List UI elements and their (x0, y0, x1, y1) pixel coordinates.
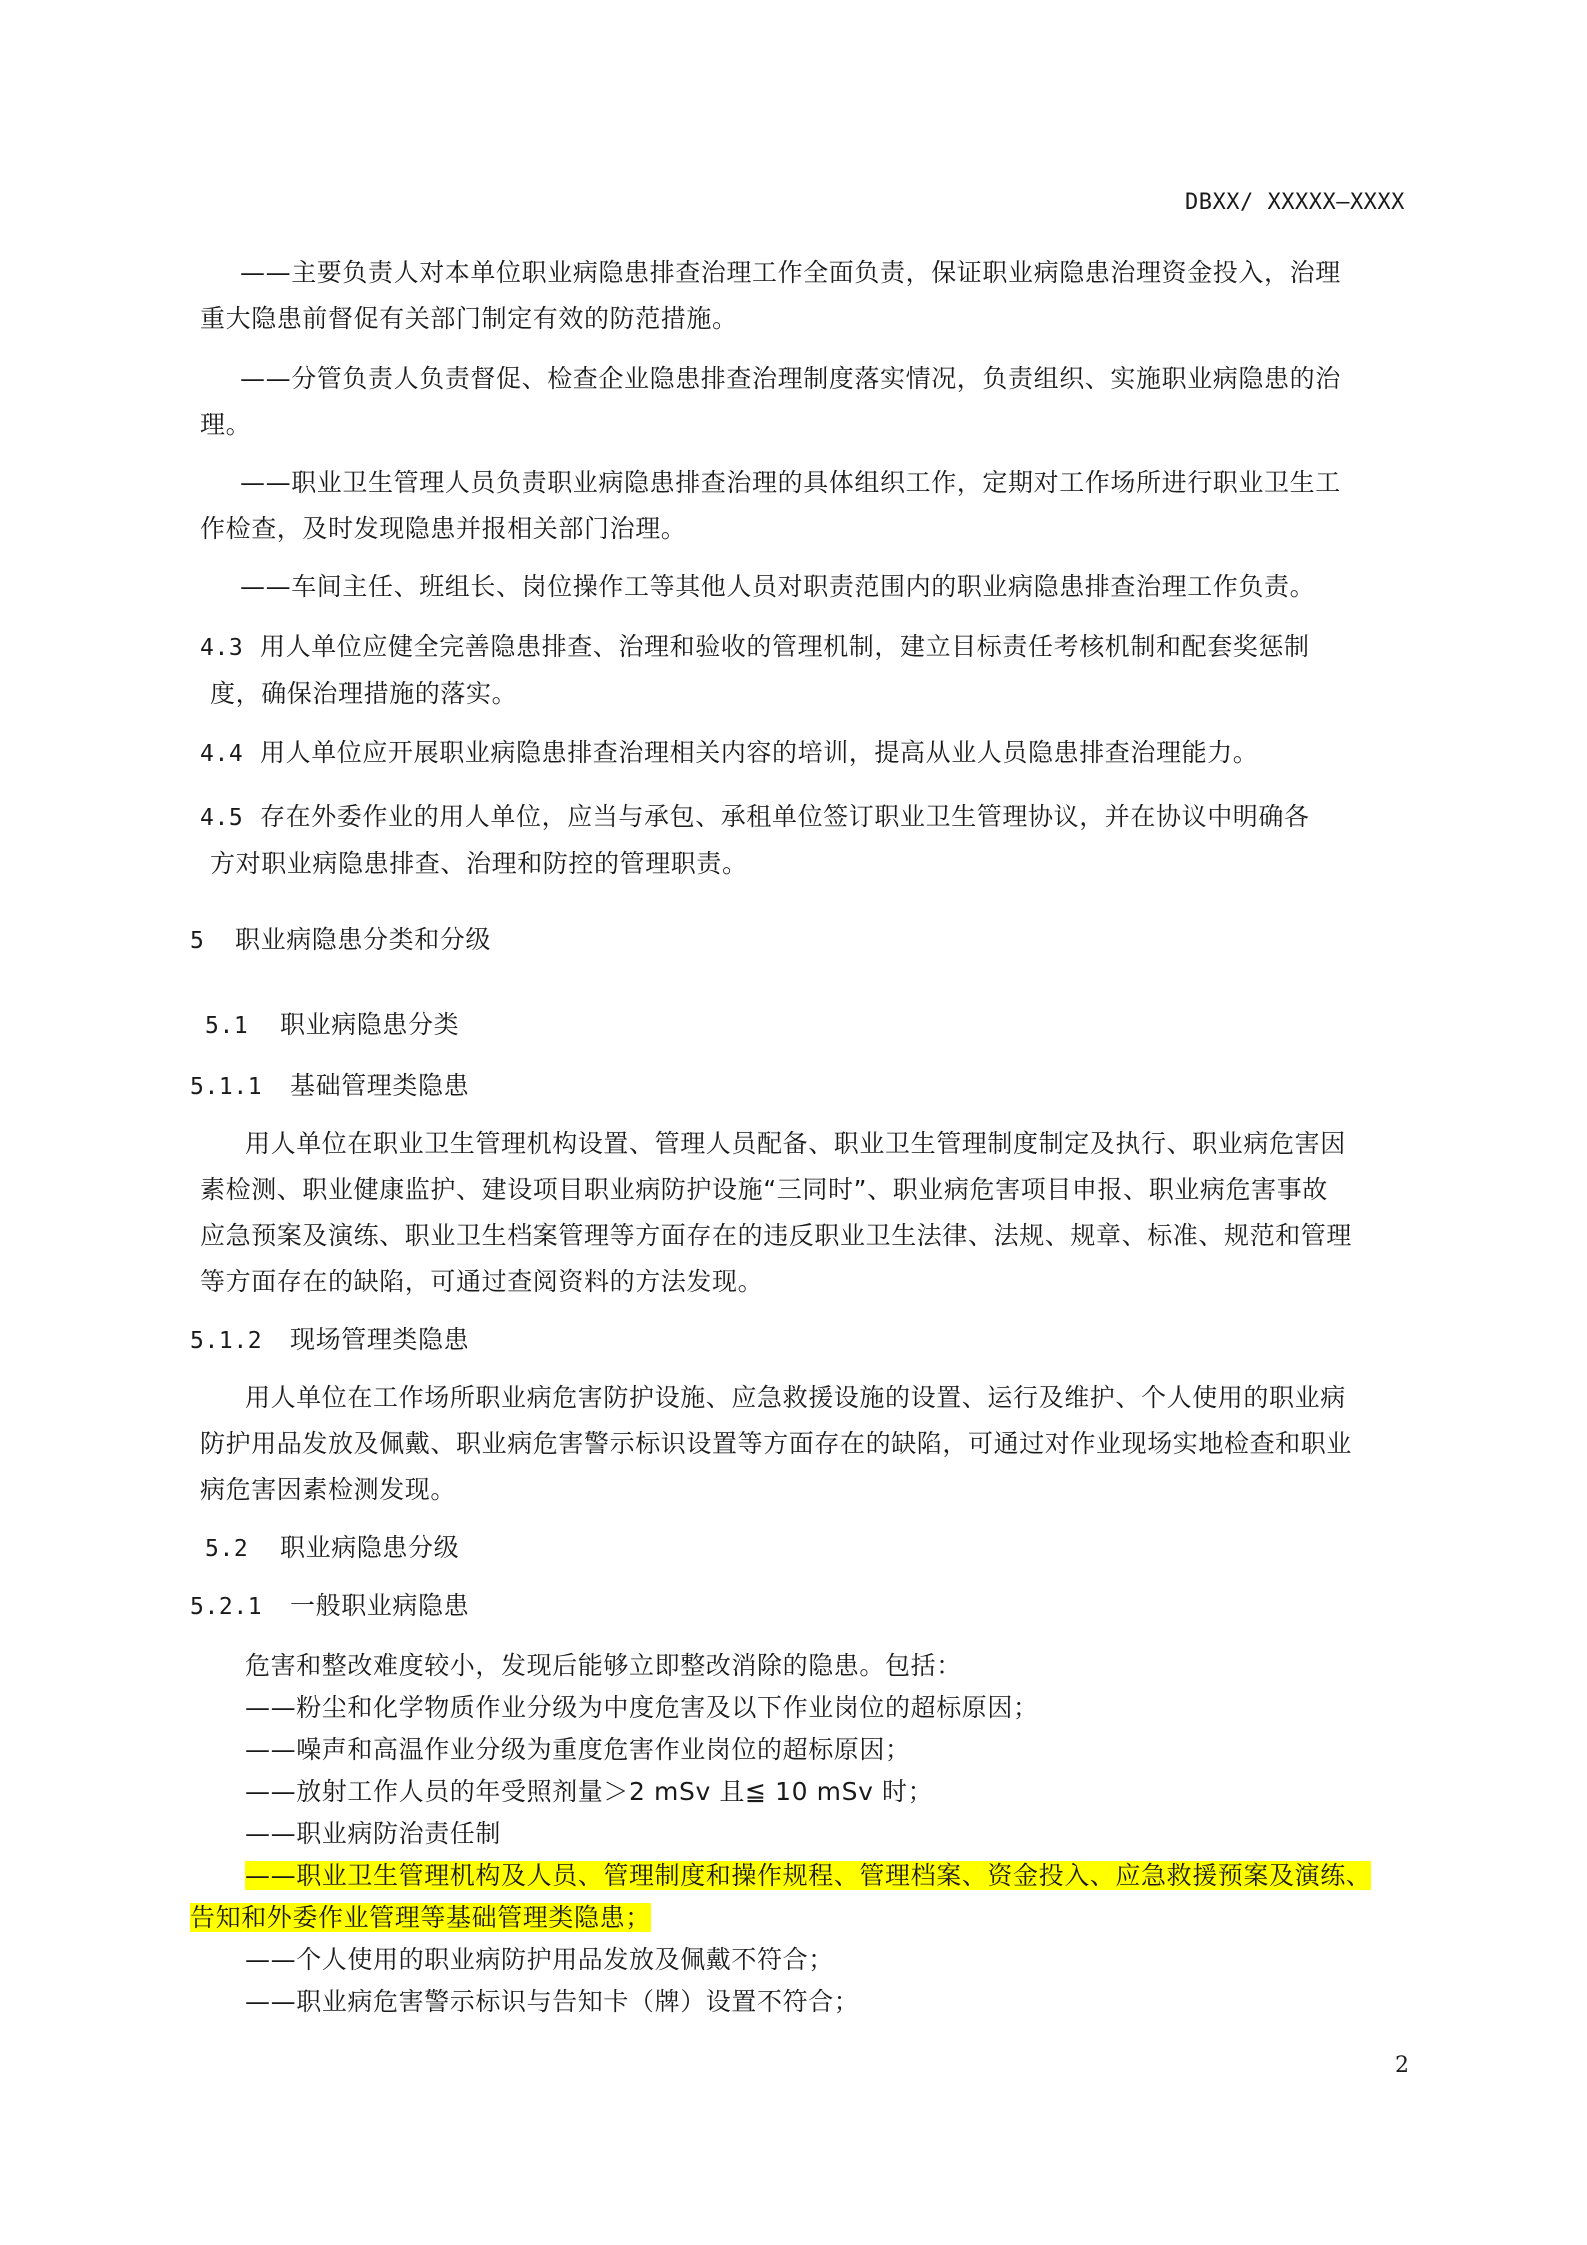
body-line: 危害和整改难度较小，发现后能够立即整改消除的隐患。包括： (245, 1651, 962, 1680)
clause-text: 用人单位应健全完善隐患排查、治理和验收的管理机制，建立目标责任考核机制和配套奖惩制 (260, 632, 1310, 661)
section-heading-5-1-1 (190, 1066, 469, 1107)
section-number: 5.2.1 (190, 1594, 263, 1620)
section-heading-5-2-1 (190, 1586, 469, 1627)
clause-4-3 (200, 624, 1420, 717)
body-line: 应急预案及演练、职业卫生档案管理等方面存在的违反职业卫生法律、法规、规章、标准、规范和管理 (200, 1221, 1353, 1250)
section-heading-5-1-2 (190, 1320, 469, 1361)
body-line: 等方面存在的缺陷，可通过查阅资料的方法发现。 (200, 1267, 764, 1296)
section-heading-5-2 (205, 1528, 459, 1569)
section-number: 5.1.1 (190, 1074, 263, 1100)
section-title: 基础管理类隐患 (290, 1071, 470, 1100)
body-line: 用人单位在工作场所职业病危害防护设施、应急救援设施的设置、运行及维护、个人使用的职业病 (245, 1383, 1346, 1412)
clause-text-continued: 度，确保治理措施的落实。 (210, 679, 518, 708)
clause-number: 4.5 (200, 805, 244, 831)
section-number: 5.1.2 (190, 1328, 263, 1354)
list-item: ——个人使用的职业病防护用品发放及佩戴不符合； (245, 1945, 834, 1974)
section-number: 5.1 (205, 1013, 249, 1039)
responsibility-paragraph (200, 250, 1420, 342)
body-line: 病危害因素检测发现。 (200, 1475, 457, 1504)
list-item: ——职业病防治责任制 (245, 1819, 502, 1848)
list-item: ——职业病危害警示标识与告知卡（牌）设置不符合； (245, 1987, 860, 2016)
responsibility-paragraph (200, 460, 1420, 552)
section-title: 一般职业病隐患 (290, 1591, 470, 1620)
responsibility-paragraph (200, 356, 1420, 448)
clause-text: 存在外委作业的用人单位，应当与承包、承租单位签订职业卫生管理协议，并在协议中明确各 (260, 802, 1310, 831)
paragraph-line: ——主要负责人对本单位职业病隐患排查治理工作全面负责，保证职业病隐患治理资金投入，治理 (240, 258, 1341, 287)
highlighted-list-item (190, 1855, 1430, 1939)
section-title: 职业病隐患分级 (280, 1533, 460, 1562)
clause-number: 4.4 (200, 741, 244, 767)
list-item: ——放射工作人员的年受照剂量＞2 mSv 且≦ 10 mSv 时； (245, 1777, 934, 1806)
section-number: 5 (190, 928, 205, 954)
clause-4-5 (200, 794, 1420, 887)
clause-text: 用人单位应开展职业病隐患排查治理相关内容的培训，提高从业人员隐患排查治理能力。 (260, 738, 1259, 767)
section-number: 5.2 (205, 1536, 249, 1562)
paragraph-line: ——职业卫生管理人员负责职业病隐患排查治理的具体组织工作，定期对工作场所进行职业卫生工 (240, 468, 1341, 497)
highlighted-text: ——职业卫生管理机构及人员、管理制度和操作规程、管理档案、资金投入、应急救援预案及演练、 (245, 1861, 1372, 1890)
section-heading-5 (190, 920, 491, 961)
document-code: DBXX/ XXXXX—XXXX (1185, 190, 1405, 215)
paragraph-line: 理。 (200, 410, 252, 439)
clause-4-4 (200, 730, 1420, 777)
section-title: 职业病隐患分类 (280, 1010, 460, 1039)
page-number: 2 (1395, 2053, 1409, 2078)
paragraph-line: ——分管负责人负责督促、检查企业隐患排查治理制度落实情况，负责组织、实施职业病隐患的治 (240, 364, 1341, 393)
paragraph-line: ——车间主任、班组长、岗位操作工等其他人员对职责范围内的职业病隐患排查治理工作负责。 (240, 572, 1316, 601)
highlighted-text: 告知和外委作业管理等基础管理类隐患； (190, 1903, 651, 1932)
section-title: 职业病隐患分类和分级 (235, 925, 492, 954)
section-title: 现场管理类隐患 (290, 1325, 470, 1354)
list-item: ——噪声和高温作业分级为重度危害作业岗位的超标原因； (245, 1735, 911, 1764)
paragraph-line: 重大隐患前督促有关部门制定有效的防范措施。 (200, 304, 738, 333)
paragraph-line: 作检查，及时发现隐患并报相关部门治理。 (200, 514, 687, 543)
clause-text-continued: 方对职业病隐患排查、治理和防控的管理职责。 (210, 849, 748, 878)
clause-number: 4.3 (200, 635, 244, 661)
section-heading-5-1 (205, 1005, 459, 1046)
body-line: 用人单位在职业卫生管理机构设置、管理人员配备、职业卫生管理制度制定及执行、职业病危害因 (245, 1129, 1346, 1158)
list-item: ——粉尘和化学物质作业分级为中度危害及以下作业岗位的超标原因； (245, 1693, 1039, 1722)
body-line: 防护用品发放及佩戴、职业病危害警示标识设置等方面存在的缺陷，可通过对作业现场实地检查和职业 (200, 1429, 1353, 1458)
responsibility-paragraph (200, 564, 1420, 610)
body-line: 素检测、职业健康监护、建设项目职业病防护设施“三同时”、职业病危害项目申报、职业病危害事故 (200, 1175, 1328, 1204)
